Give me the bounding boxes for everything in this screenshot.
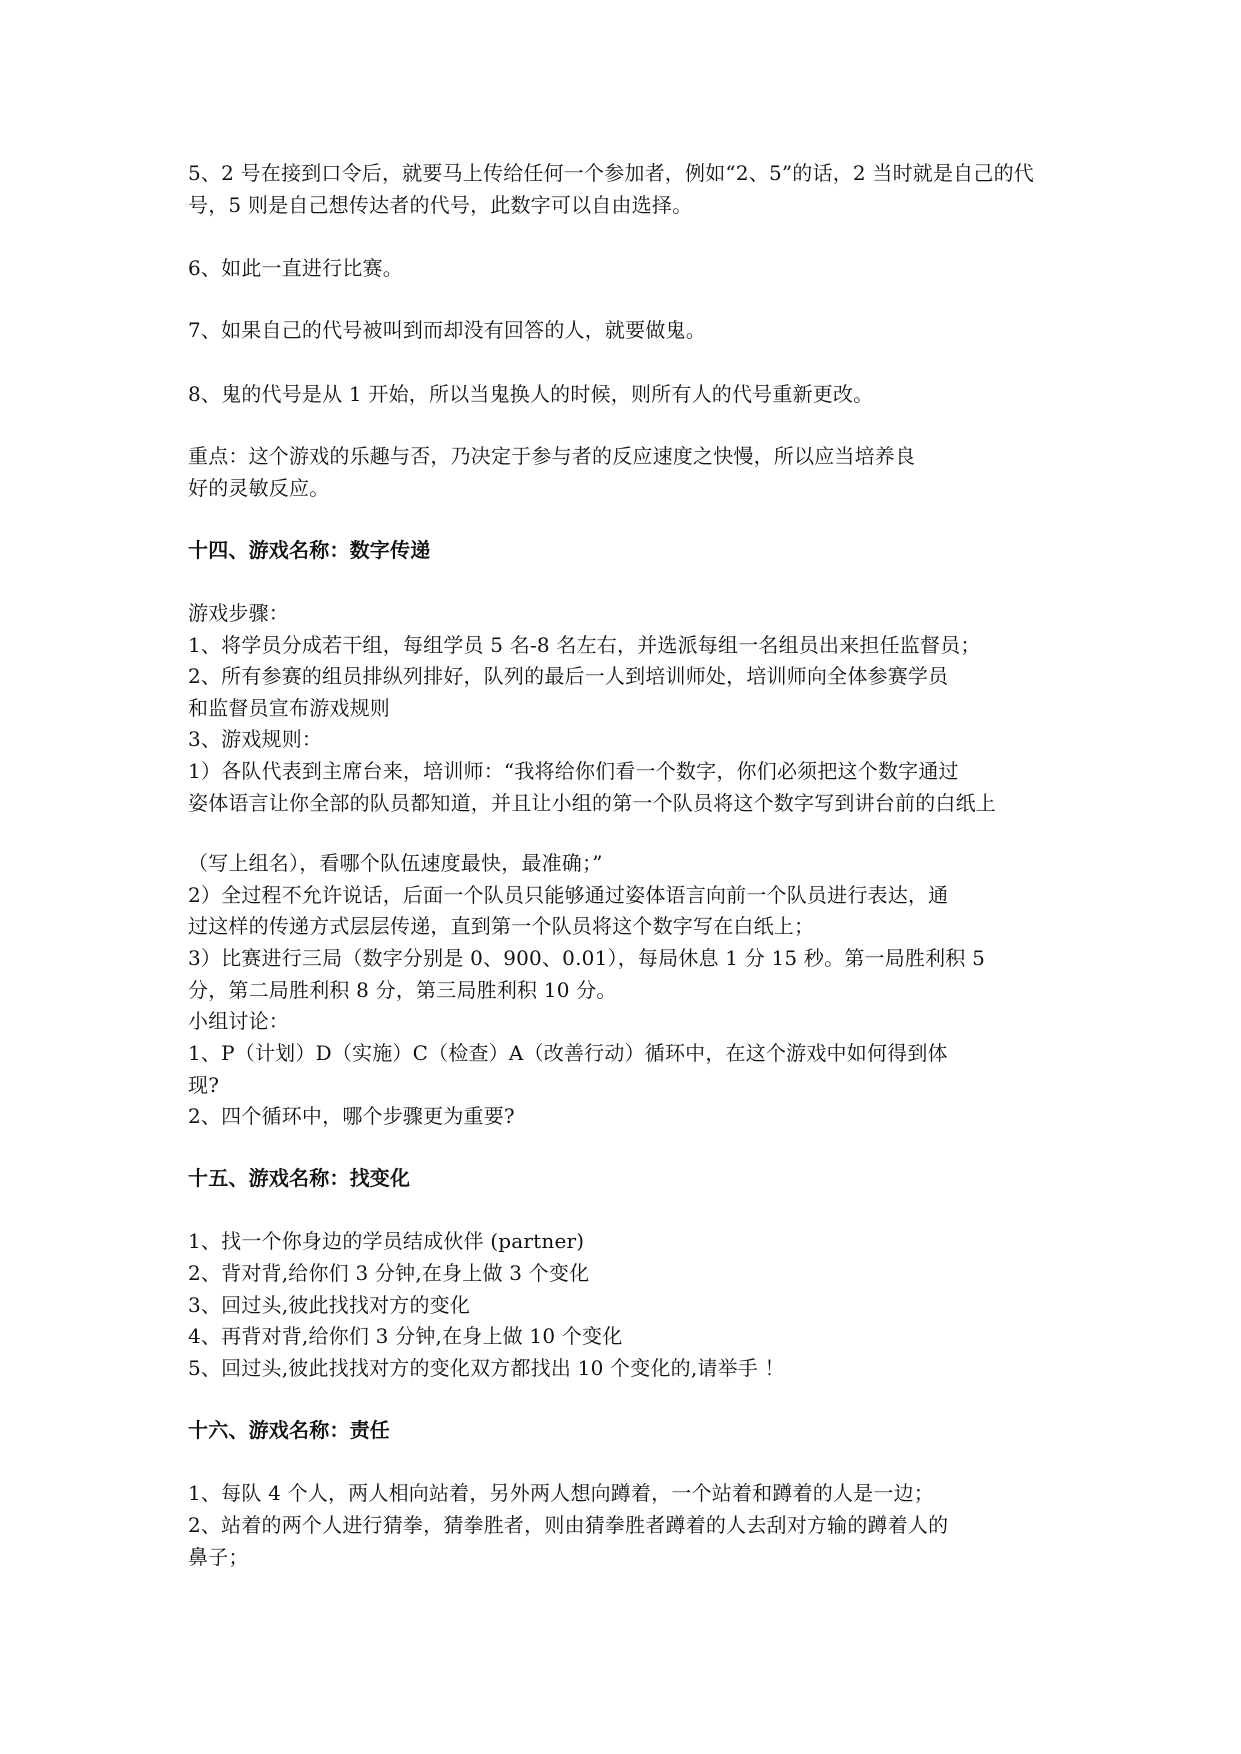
text-line: 5、2 号在接到口令后，就要马上传给任何一个参加者，例如“2、5”的话，2 当时就是自己的代 xyxy=(188,161,1034,185)
text-line: 7、如果自己的代号被叫到而却没有回答的人，就要做鬼。 xyxy=(188,318,706,342)
text-line: 3）比赛进行三局（数字分别是 0、900、0.01），每局休息 1 分 15 秒。第一局胜利积 5 xyxy=(188,946,985,970)
text-line: 姿体语言让你全部的队员都知道，并且让小组的第一个队员将这个数字写到讲台前的白纸上 xyxy=(188,791,996,815)
text-line: 分，第二局胜利积 8 分，第三局胜利积 10 分。 xyxy=(188,978,617,1002)
text-line: 2、站着的两个人进行猜拳，猜拳胜者，则由猜拳胜者蹲着的人去刮对方输的蹲着人的 xyxy=(188,1513,949,1537)
text-line: 现? xyxy=(188,1073,220,1097)
text-line: 1、P（计划）D（实施）C（检查）A（改善行动）循环中，在这个游戏中如何得到体 xyxy=(188,1041,948,1065)
text-line: 1、找一个你身边的学员结成伙伴 (partner) xyxy=(188,1229,585,1253)
section-heading: 十四、游戏名称：数字传递 xyxy=(188,538,431,562)
text-line: 小组讨论： xyxy=(188,1009,289,1033)
text-line: 1、每队 4 个人，两人相向站着，另外两人想向蹲着，一个站着和蹲着的人是一边； xyxy=(188,1481,934,1505)
text-line: （写上组名），看哪个队伍速度最快，最准确；” xyxy=(188,851,603,875)
text-line: 5、回过头,彼此找找对方的变化双方都找出 10 个变化的,请举手 ！ xyxy=(188,1356,785,1380)
text-line: 鼻子； xyxy=(188,1545,249,1569)
text-line: 2、所有参赛的组员排纵列排好，队列的最后一人到培训师处，培训师向全体参赛学员 xyxy=(188,664,949,688)
text-line: 8、鬼的代号是从 1 开始，所以当鬼换人的时候，则所有人的代号重新更改。 xyxy=(188,382,874,406)
text-line: 重点：这个游戏的乐趣与否，乃决定于参与者的反应速度之快慢，所以应当培养良 xyxy=(188,444,916,468)
text-line: 6、如此一直进行比赛。 xyxy=(188,256,403,280)
text-line: 1、将学员分成若干组，每组学员 5 名-8 名左右，并选派每组一名组员出来担任监督员； xyxy=(188,633,981,657)
text-line: 2、四个循环中，哪个步骤更为重要? xyxy=(188,1104,515,1128)
text-line: 2、背对背,给你们 3 分钟,在身上做 3 个变化 xyxy=(188,1261,590,1285)
section-heading: 十五、游戏名称：找变化 xyxy=(188,1166,411,1190)
text-line: 3、游戏规则： xyxy=(188,727,323,751)
section-heading: 十六、游戏名称：责任 xyxy=(188,1418,390,1442)
text-line: 1）各队代表到主席台来，培训师：“我将给你们看一个数字，你们必须把这个数字通过 xyxy=(188,759,959,783)
text-line: 好的灵敏反应。 xyxy=(188,476,330,500)
text-line: 4、再背对背,给你们 3 分钟,在身上做 10 个变化 xyxy=(188,1324,623,1348)
text-line: 2）全过程不允许说话，后面一个队员只能够通过姿体语言向前一个队员进行表达，通 xyxy=(188,883,949,907)
text-line: 游戏步骤： xyxy=(188,601,289,625)
text-line: 号，5 则是自己想传达者的代号，此数字可以自由选择。 xyxy=(188,193,693,217)
text-line: 3、回过头,彼此找找对方的变化 xyxy=(188,1293,471,1317)
text-line: 和监督员宣布游戏规则 xyxy=(188,696,390,720)
text-line: 过这样的传递方式层层传递，直到第一个队员将这个数字写在白纸上； xyxy=(188,914,815,938)
